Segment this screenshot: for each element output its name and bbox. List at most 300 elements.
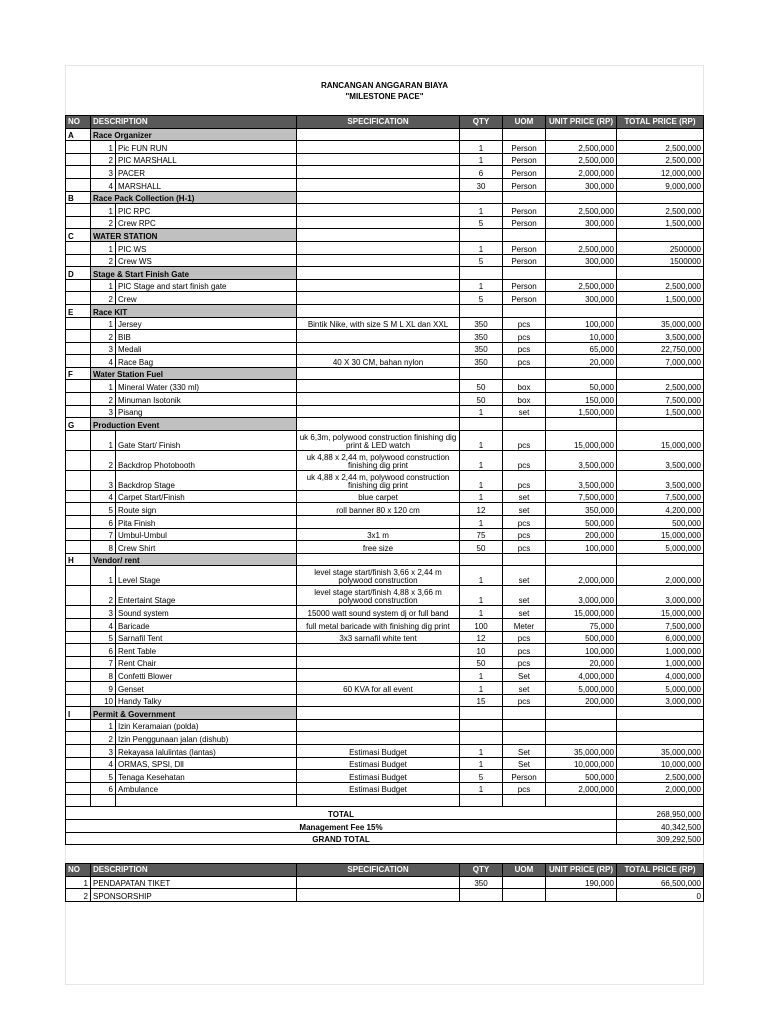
table-row: [66, 782, 704, 795]
table-row: [66, 757, 704, 770]
table-row: [66, 141, 704, 154]
empty-cell: [617, 229, 704, 242]
item-qty: 1: [460, 279, 503, 292]
item-specification: [297, 644, 460, 657]
item-description: Entertaint Stage: [116, 586, 297, 606]
table-row: [66, 694, 704, 707]
item-uom: Person: [503, 153, 546, 166]
item-specification: [297, 241, 460, 254]
header-uom: UOM: [503, 864, 546, 877]
item-qty: 1: [460, 516, 503, 529]
item-total-price: 1,500,000: [617, 405, 704, 418]
item-unit-price: 5,000,000: [546, 681, 617, 694]
item-total-price: 2,000,000: [617, 782, 704, 795]
item-number: 4: [91, 178, 116, 191]
section-row: [66, 128, 704, 141]
item-description: SPONSORSHIP: [91, 889, 297, 902]
table-row: [66, 178, 704, 191]
section-row: [66, 707, 704, 720]
empty-cell: [617, 128, 704, 141]
item-uom: Set: [503, 744, 546, 757]
section-name: Race KIT: [91, 304, 297, 317]
item-unit-price: [546, 732, 617, 745]
item-number: 3: [91, 606, 116, 619]
item-unit-price: 500,000: [546, 516, 617, 529]
item-description: Crew: [116, 292, 297, 305]
item-total-price: [617, 732, 704, 745]
item-description: Ambulance: [116, 782, 297, 795]
empty-cell: [617, 304, 704, 317]
table-row: [66, 153, 704, 166]
table-row: [66, 204, 704, 217]
item-qty: 1: [460, 744, 503, 757]
item-description: PIC MARSHALL: [116, 153, 297, 166]
empty-cell: [546, 304, 617, 317]
table-row: [66, 254, 704, 267]
empty-cell: [460, 367, 503, 380]
item-qty: 30: [460, 178, 503, 191]
item-total-price: 9,000,000: [617, 178, 704, 191]
table-row: [66, 619, 704, 632]
item-qty: 1: [460, 405, 503, 418]
item-description: Backdrop Stage: [116, 470, 297, 490]
item-description: PIC Stage and start finish gate: [116, 279, 297, 292]
item-qty: 1: [460, 430, 503, 450]
table-row: [66, 216, 704, 229]
empty-cell: [66, 528, 91, 541]
table-row: [66, 516, 704, 529]
empty-cell: [297, 553, 460, 566]
empty-cell: [66, 393, 91, 406]
table-row: [66, 490, 704, 503]
title-line-1: RANCANGAN ANGGARAN BIAYA: [320, 81, 449, 90]
table-row: [66, 241, 704, 254]
table-row: [66, 541, 704, 554]
item-number: 5: [91, 503, 116, 516]
item-description: Gate Start/ Finish: [116, 430, 297, 450]
empty-cell: [460, 229, 503, 242]
section-name: Water Station Fuel: [91, 367, 297, 380]
table-row: [66, 405, 704, 418]
header-total-price: TOTAL PRICE (RP): [617, 864, 704, 877]
item-qty: 1: [460, 204, 503, 217]
item-uom: set: [503, 586, 546, 606]
item-number: 2: [66, 889, 91, 902]
item-description: PENDAPATAN TIKET: [91, 876, 297, 889]
item-number: 4: [91, 619, 116, 632]
summary-value: 309,292,500: [617, 832, 704, 845]
title-line-2: "MILESTONE PACE": [345, 92, 424, 101]
item-description: PIC RPC: [116, 204, 297, 217]
item-description: Mineral Water (330 ml): [116, 380, 297, 393]
section-row: [66, 418, 704, 431]
item-uom: Person: [503, 141, 546, 154]
item-unit-price: 300,000: [546, 292, 617, 305]
item-uom: set: [503, 606, 546, 619]
item-number: 8: [91, 669, 116, 682]
item-unit-price: 2,500,000: [546, 141, 617, 154]
item-number: 1: [91, 317, 116, 330]
empty-cell: [460, 128, 503, 141]
item-total-price: 1500000: [617, 254, 704, 267]
item-uom: Person: [503, 216, 546, 229]
empty-cell: [66, 204, 91, 217]
header-description: DESCRIPTION: [91, 116, 297, 129]
income-table: [65, 863, 704, 902]
item-unit-price: 35,000,000: [546, 744, 617, 757]
item-number: 1: [66, 876, 91, 889]
empty-cell: [503, 418, 546, 431]
section-name: WATER STATION: [91, 229, 297, 242]
item-specification: [297, 216, 460, 229]
item-qty: 1: [460, 470, 503, 490]
item-specification: [297, 330, 460, 343]
empty-cell: [66, 153, 91, 166]
item-total-price: 22,750,000: [617, 342, 704, 355]
item-uom: pcs: [503, 644, 546, 657]
item-total-price: 66,500,000: [617, 876, 704, 889]
empty-cell: [66, 355, 91, 368]
item-number: 2: [91, 393, 116, 406]
item-uom: pcs: [503, 528, 546, 541]
table-row: [66, 656, 704, 669]
item-specification: [297, 876, 460, 889]
item-uom: set: [503, 503, 546, 516]
item-number: 5: [91, 631, 116, 644]
item-unit-price: 2,000,000: [546, 782, 617, 795]
empty-cell: [66, 606, 91, 619]
item-specification: [297, 178, 460, 191]
section-code: A: [66, 128, 91, 141]
item-qty: 1: [460, 782, 503, 795]
item-description: Rekayasa lalulintas (lantas): [116, 744, 297, 757]
item-description: Jersey: [116, 317, 297, 330]
item-description: Pisang: [116, 405, 297, 418]
item-number: 2: [91, 586, 116, 606]
item-total-price: 2,500,000: [617, 770, 704, 783]
item-number: 2: [91, 216, 116, 229]
item-specification: 3x3 sarnafil white tent: [297, 631, 460, 644]
section-name: Race Organizer: [91, 128, 297, 141]
item-number: 8: [91, 541, 116, 554]
item-uom: set: [503, 566, 546, 586]
empty-cell: [503, 128, 546, 141]
section-code: C: [66, 229, 91, 242]
item-number: 2: [91, 450, 116, 470]
item-specification: [297, 393, 460, 406]
item-specification: [297, 166, 460, 179]
empty-cell: [66, 141, 91, 154]
table-row: [66, 681, 704, 694]
item-specification: Estimasi Budget: [297, 770, 460, 783]
item-unit-price: 3,500,000: [546, 450, 617, 470]
item-specification: roll banner 80 x 120 cm: [297, 503, 460, 516]
item-uom: pcs: [503, 694, 546, 707]
summary-row: [66, 819, 704, 832]
item-description: Rent Chair: [116, 656, 297, 669]
item-qty: 1: [460, 669, 503, 682]
empty-cell: [66, 516, 91, 529]
table-row: [66, 380, 704, 393]
item-unit-price: [546, 889, 617, 902]
item-unit-price: 20,000: [546, 656, 617, 669]
item-number: 4: [91, 757, 116, 770]
table-row: [66, 279, 704, 292]
item-number: 1: [91, 719, 116, 732]
item-number: 2: [91, 292, 116, 305]
item-specification: level stage start/finish 3,66 x 2,44 m polywood construction: [297, 566, 460, 586]
empty-cell: [546, 553, 617, 566]
item-specification: 60 KVA for all event: [297, 681, 460, 694]
empty-cell: [460, 553, 503, 566]
item-unit-price: 20,000: [546, 355, 617, 368]
item-total-price: 500,000: [617, 516, 704, 529]
empty-cell: [297, 795, 460, 807]
item-total-price: 1,000,000: [617, 644, 704, 657]
item-uom: pcs: [503, 317, 546, 330]
section-row: [66, 229, 704, 242]
section-row: [66, 191, 704, 204]
item-qty: 10: [460, 644, 503, 657]
item-description: Route sign: [116, 503, 297, 516]
empty-cell: [66, 719, 91, 732]
empty-cell: [66, 669, 91, 682]
section-code: I: [66, 707, 91, 720]
item-description: Medali: [116, 342, 297, 355]
table-row: [66, 317, 704, 330]
section-row: [66, 304, 704, 317]
item-unit-price: 150,000: [546, 393, 617, 406]
item-description: BIB: [116, 330, 297, 343]
header-no: NO: [66, 864, 91, 877]
table-row: [66, 889, 704, 902]
table-row: [66, 355, 704, 368]
section-name: Production Event: [91, 418, 297, 431]
item-number: 1: [91, 279, 116, 292]
empty-cell: [503, 795, 546, 807]
item-qty: 5: [460, 254, 503, 267]
item-specification: Estimasi Budget: [297, 757, 460, 770]
item-number: 6: [91, 516, 116, 529]
empty-cell: [617, 367, 704, 380]
item-total-price: 3,500,000: [617, 470, 704, 490]
item-number: 9: [91, 681, 116, 694]
section-code: F: [66, 367, 91, 380]
item-number: 3: [91, 744, 116, 757]
empty-cell: [503, 267, 546, 280]
empty-cell: [66, 770, 91, 783]
item-unit-price: 1,500,000: [546, 405, 617, 418]
empty-cell: [617, 553, 704, 566]
item-number: 3: [91, 166, 116, 179]
empty-cell: [503, 304, 546, 317]
item-total-price: 35,000,000: [617, 744, 704, 757]
item-description: Izin Penggunaan jalan (dishub): [116, 732, 297, 745]
empty-cell: [297, 229, 460, 242]
empty-cell: [297, 418, 460, 431]
table-row: [66, 719, 704, 732]
item-qty: 1: [460, 241, 503, 254]
item-total-price: 12,000,000: [617, 166, 704, 179]
item-number: 2: [91, 330, 116, 343]
item-description: Umbul-Umbul: [116, 528, 297, 541]
item-specification: [297, 292, 460, 305]
empty-cell: [66, 795, 91, 807]
header-qty: QTY: [460, 864, 503, 877]
item-description: PIC WS: [116, 241, 297, 254]
item-total-price: 10,000,000: [617, 757, 704, 770]
item-number: 3: [91, 342, 116, 355]
section-row: [66, 553, 704, 566]
section-name: Stage & Start Finish Gate: [91, 267, 297, 280]
item-unit-price: 2,500,000: [546, 153, 617, 166]
empty-cell: [66, 541, 91, 554]
item-uom: pcs: [503, 330, 546, 343]
empty-cell: [66, 681, 91, 694]
table-row: [66, 342, 704, 355]
item-uom: [503, 732, 546, 745]
blank-row: [66, 795, 704, 807]
item-uom: pcs: [503, 656, 546, 669]
item-uom: set: [503, 681, 546, 694]
summary-row: [66, 832, 704, 845]
item-description: Race Bag: [116, 355, 297, 368]
section-row: [66, 267, 704, 280]
item-qty: 12: [460, 631, 503, 644]
item-qty: [460, 732, 503, 745]
item-uom: pcs: [503, 541, 546, 554]
item-specification: [297, 719, 460, 732]
item-number: 6: [91, 782, 116, 795]
item-total-price: 0: [617, 889, 704, 902]
item-unit-price: 65,000: [546, 342, 617, 355]
empty-cell: [546, 367, 617, 380]
item-specification: Estimasi Budget: [297, 744, 460, 757]
table-row: [66, 606, 704, 619]
table-row: [66, 450, 704, 470]
section-name: Permit & Government: [91, 707, 297, 720]
item-specification: [297, 669, 460, 682]
item-uom: Person: [503, 166, 546, 179]
empty-cell: [503, 229, 546, 242]
item-description: Level Stage: [116, 566, 297, 586]
item-qty: 1: [460, 606, 503, 619]
item-uom: box: [503, 393, 546, 406]
item-total-price: 7,500,000: [617, 490, 704, 503]
empty-cell: [460, 795, 503, 807]
section-code: H: [66, 553, 91, 566]
item-uom: [503, 719, 546, 732]
item-uom: Person: [503, 770, 546, 783]
item-specification: [297, 279, 460, 292]
summary-label: TOTAL: [66, 807, 617, 820]
empty-cell: [66, 744, 91, 757]
empty-cell: [66, 757, 91, 770]
item-number: 1: [91, 380, 116, 393]
table-row: [66, 744, 704, 757]
table-row: [66, 503, 704, 516]
empty-cell: [297, 304, 460, 317]
item-specification: level stage start/finish 4,88 x 3,66 m polywood construction: [297, 586, 460, 606]
empty-cell: [66, 178, 91, 191]
empty-cell: [66, 656, 91, 669]
item-uom: [503, 876, 546, 889]
table-row: [66, 166, 704, 179]
item-total-price: 15,000,000: [617, 430, 704, 450]
empty-cell: [297, 128, 460, 141]
empty-cell: [546, 229, 617, 242]
table-row: [66, 566, 704, 586]
table-row: [66, 631, 704, 644]
header-unit-price: UNIT PRICE (RP): [546, 116, 617, 129]
empty-cell: [460, 304, 503, 317]
item-uom: [503, 889, 546, 902]
item-qty: 50: [460, 656, 503, 669]
item-qty: 1: [460, 450, 503, 470]
item-qty: 50: [460, 541, 503, 554]
item-specification: full metal baricade with finishing dig print: [297, 619, 460, 632]
empty-cell: [66, 330, 91, 343]
empty-cell: [66, 644, 91, 657]
item-unit-price: 100,000: [546, 541, 617, 554]
empty-cell: [546, 418, 617, 431]
empty-cell: [546, 267, 617, 280]
empty-cell: [66, 782, 91, 795]
item-number: 10: [91, 694, 116, 707]
empty-cell: [546, 128, 617, 141]
header-qty: QTY: [460, 116, 503, 129]
table-row: [66, 330, 704, 343]
item-unit-price: 10,000: [546, 330, 617, 343]
item-description: Handy Talky: [116, 694, 297, 707]
header-total-price: TOTAL PRICE (RP): [617, 116, 704, 129]
item-qty: 1: [460, 141, 503, 154]
item-qty: 5: [460, 292, 503, 305]
item-description: Tenaga Kesehatan: [116, 770, 297, 783]
item-description: Genset: [116, 681, 297, 694]
item-specification: [297, 141, 460, 154]
empty-cell: [66, 216, 91, 229]
empty-cell: [66, 694, 91, 707]
item-uom: Person: [503, 241, 546, 254]
item-number: 7: [91, 656, 116, 669]
item-description: Crew WS: [116, 254, 297, 267]
table-header-row: [66, 864, 704, 877]
empty-cell: [617, 191, 704, 204]
item-total-price: 3,500,000: [617, 330, 704, 343]
item-qty: 12: [460, 503, 503, 516]
item-total-price: 15,000,000: [617, 606, 704, 619]
item-specification: free size: [297, 541, 460, 554]
item-specification: Estimasi Budget: [297, 782, 460, 795]
item-unit-price: 2,000,000: [546, 166, 617, 179]
empty-cell: [460, 418, 503, 431]
item-description: Rent Table: [116, 644, 297, 657]
item-unit-price: 2,500,000: [546, 241, 617, 254]
item-total-price: 6,000,000: [617, 631, 704, 644]
empty-cell: [297, 191, 460, 204]
item-qty: 1: [460, 586, 503, 606]
summary-label: Management Fee 15%: [66, 819, 617, 832]
item-uom: pcs: [503, 631, 546, 644]
item-uom: box: [503, 380, 546, 393]
item-description: Backdrop Photobooth: [116, 450, 297, 470]
item-unit-price: 190,000: [546, 876, 617, 889]
item-total-price: 2,500,000: [617, 153, 704, 166]
empty-cell: [546, 795, 617, 807]
item-description: Sound system: [116, 606, 297, 619]
item-specification: 3x1 m: [297, 528, 460, 541]
